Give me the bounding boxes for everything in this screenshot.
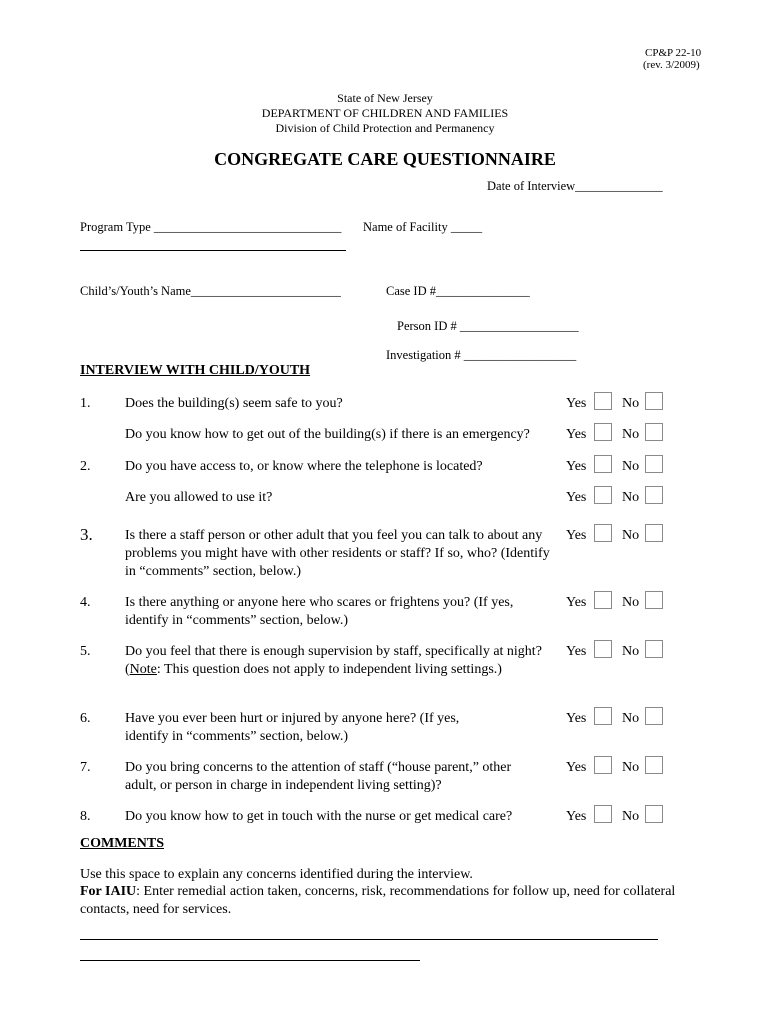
form-number: CP&P 22-10 — [645, 47, 702, 59]
person-id-field[interactable]: Person ID # ___________________ — [397, 319, 579, 333]
question-text — [125, 643, 545, 679]
yes-label: Yes — [566, 396, 587, 411]
no-checkbox[interactable] — [645, 486, 663, 504]
no-label: No — [622, 644, 640, 659]
yes-label: Yes — [566, 528, 587, 543]
question-text: Do you know how to get in touch with the nurse or get medical care? — [125, 809, 513, 824]
question-text: Do you know how to get out of the building(s) if there is an emergency? — [125, 427, 530, 442]
yes-checkbox[interactable] — [594, 486, 612, 504]
question-text: Do you bring concerns to the attention of staff (“house parent,” other adult, or person in charge in independent living setting)? — [125, 760, 512, 793]
note-label: Note — [129, 662, 157, 677]
yes-checkbox[interactable] — [594, 423, 612, 441]
question-text: Is there anything or anyone here who scares or frightens you? (If yes, identify in “comments” section, below.) — [125, 595, 514, 628]
yes-checkbox[interactable] — [594, 805, 612, 823]
question-text: Are you allowed to use it? — [125, 490, 273, 505]
no-checkbox[interactable] — [645, 805, 663, 823]
question-number: 3. — [80, 525, 93, 544]
yes-checkbox[interactable] — [594, 392, 612, 410]
question-number: 1. — [80, 396, 91, 411]
program-type-field[interactable]: Program Type ______________________________ — [80, 220, 342, 234]
question-number: 4. — [80, 595, 91, 610]
program-type-continuation-line[interactable] — [80, 250, 346, 251]
question-text-part: Do you feel that there is enough supervision by staff, specifically at night? ( — [125, 644, 542, 677]
yes-label: Yes — [566, 760, 587, 775]
iaiu-text: : Enter remedial action taken, concerns, risk, recommendations for follow up, need for collateral contacts, need for services. — [80, 884, 676, 917]
no-checkbox[interactable] — [645, 524, 663, 542]
question-number: 6. — [80, 711, 91, 726]
no-checkbox[interactable] — [645, 392, 663, 410]
yes-checkbox[interactable] — [594, 455, 612, 473]
date-of-interview-field[interactable]: Date of Interview______________ — [487, 179, 663, 193]
comment-line[interactable] — [80, 960, 420, 961]
yes-label: Yes — [566, 427, 587, 442]
no-label: No — [622, 396, 640, 411]
no-label: No — [622, 711, 640, 726]
no-label: No — [622, 595, 640, 610]
question-text: Does the building(s) seem safe to you? — [125, 396, 343, 411]
no-checkbox[interactable] — [645, 423, 663, 441]
no-label: No — [622, 427, 640, 442]
yes-checkbox[interactable] — [594, 640, 612, 658]
yes-checkbox[interactable] — [594, 707, 612, 725]
form-revision: (rev. 3/2009) — [643, 59, 700, 71]
department-name: DEPARTMENT OF CHILDREN AND FAMILIES — [261, 106, 509, 120]
no-label: No — [622, 809, 640, 824]
question-number: 8. — [80, 809, 91, 824]
question-text: Is there a staff person or other adult that you feel you can talk to about any problems you might have with other residents or staff? If so, who? (Identify in “comments” section, below.) — [125, 528, 550, 579]
no-checkbox[interactable] — [645, 640, 663, 658]
no-checkbox[interactable] — [645, 756, 663, 774]
question-number: 2. — [80, 459, 91, 474]
investigation-number-field[interactable]: Investigation # __________________ — [386, 348, 577, 362]
iaiu-label: For IAIU — [80, 884, 137, 899]
child-name-field[interactable]: Child’s/Youth’s Name________________________ — [80, 284, 341, 298]
no-label: No — [622, 490, 640, 505]
yes-checkbox[interactable] — [594, 756, 612, 774]
yes-checkbox[interactable] — [594, 524, 612, 542]
question-text: Have you ever been hurt or injured by anyone here? (If yes, identify in “comments” section, below.) — [125, 711, 460, 744]
state-name: State of New Jersey — [337, 91, 433, 105]
name-of-facility-field[interactable]: Name of Facility _____ — [363, 220, 483, 234]
no-checkbox[interactable] — [645, 591, 663, 609]
yes-label: Yes — [566, 711, 587, 726]
comments-iaiu-instructions — [80, 883, 680, 919]
yes-label: Yes — [566, 595, 587, 610]
question-text-part: : This question does not apply to independent living settings.) — [156, 662, 502, 677]
yes-label: Yes — [566, 644, 587, 659]
comments-intro: Use this space to explain any concerns identified during the interview. — [80, 867, 473, 882]
yes-checkbox[interactable] — [594, 591, 612, 609]
no-label: No — [622, 760, 640, 775]
question-number: 5. — [80, 644, 91, 659]
yes-label: Yes — [566, 490, 587, 505]
form-title: CONGREGATE CARE QUESTIONNAIRE — [214, 149, 556, 169]
no-label: No — [622, 459, 640, 474]
interview-section-heading: INTERVIEW WITH CHILD/YOUTH — [80, 363, 311, 378]
comments-heading: COMMENTS — [80, 836, 164, 851]
no-checkbox[interactable] — [645, 455, 663, 473]
division-name: Division of Child Protection and Permanency — [275, 121, 495, 135]
question-number: 7. — [80, 760, 91, 775]
yes-label: Yes — [566, 459, 587, 474]
case-id-field[interactable]: Case ID #_______________ — [386, 284, 530, 298]
question-text: Do you have access to, or know where the telephone is located? — [125, 459, 483, 474]
no-label: No — [622, 528, 640, 543]
no-checkbox[interactable] — [645, 707, 663, 725]
comment-line[interactable] — [80, 939, 658, 940]
yes-label: Yes — [566, 809, 587, 824]
